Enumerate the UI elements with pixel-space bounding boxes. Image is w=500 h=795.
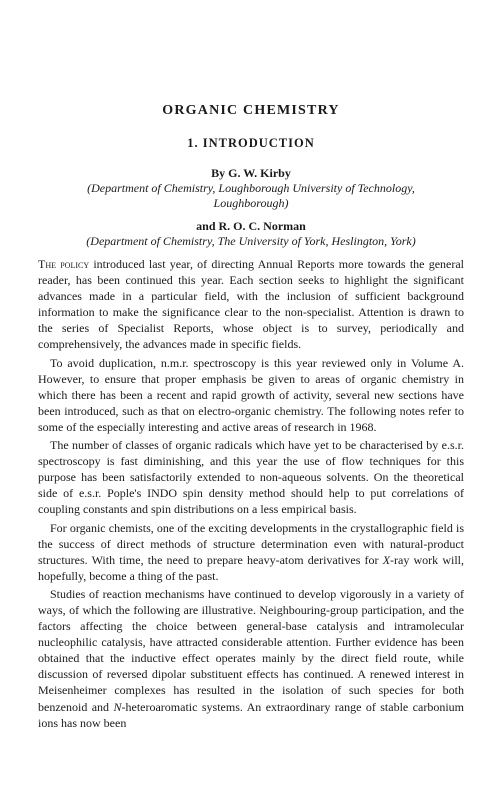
author-1-affiliation-line1: (Department of Chemistry, Loughborough University of Technology, (87, 181, 415, 195)
author-1-name: By G. W. Kirby (211, 166, 291, 180)
paragraph-1 (38, 256, 464, 353)
paragraph-4-text-a: For organic chemists, one of the exciting developments in the crystallographic field is the success of direct methods of structure determination even with natural-product structures. With time, the need to prepare heavy-atom derivatives for (38, 520, 464, 567)
paragraph-4-italic: X (382, 552, 391, 567)
author-1-affiliation-line2: Loughborough) (213, 196, 289, 210)
article-title: ORGANIC CHEMISTRY (162, 103, 340, 118)
section-heading: 1. INTRODUCTION (187, 136, 315, 150)
author-2-affiliation: (Department of Chemistry, The University of York, Heslington, York) (86, 234, 416, 248)
paragraph-1-text: introduced last year, of directing Annual Reports more towards the general reader, has been continued this year. Each section seeks to highlight the significant advances made in a particular field, with the inclusion of sufficient background information to make the significance clear to the non-specialist. Attention is drawn to the series of Specialist Reports, whose object is to survey, periodically and comprehensively, the advances made in specific fields. (38, 257, 465, 352)
paragraph-1-lead: The policy (38, 257, 90, 271)
paragraph-3: The number of classes of organic radicals which have yet to be characterised by e.s.r. spectroscopy is fast diminishing, and this year the use of flow techniques for this purpose has been satisfactorily extended to non-aqueous solvents. On the theoretical side of e.s.r. Pople's INDO spin density method should help to put correlations of coupling constants and spin distributions on a less empirical basis. (38, 438, 464, 517)
paragraph-4-text-b: -ray work will, hopefully, become a thing of the past. (38, 552, 464, 583)
paragraph-2: To avoid duplication, n.m.r. spectroscopy is this year reviewed only in Volume A. However, to ensure that proper emphasis be given to areas of organic chemistry in which there has been a recent and rapid growth of activity, several new sections have been introduced, such as that on electro-organic chemistry. The following notes refer to some of the especially interesting and active areas of research in 1968. (38, 355, 464, 434)
paragraph-5-text-a: Studies of reaction mechanisms have continued to develop vigorously in a variety of ways, of which the following are illustrative. Neighbouring-group participation, and the factors affecting the choice between general-base catalysis and intramolecular nucleophilic catalysis, have attracted considerable attention. Further evidence has been obtained that the inductive effect operates mainly by the direct field route, while discussion of reversed dipolar substituent effects has continued. A renewed interest in Meisenheimer complexes has resulted in the isolation of such species for both benzenoid and (38, 586, 464, 714)
paragraph-5 (38, 586, 464, 731)
paragraph-5-italic: N (113, 699, 122, 714)
paragraph-4 (38, 520, 464, 584)
body-text (38, 256, 464, 733)
author-2-name: and R. O. C. Norman (196, 219, 306, 233)
paragraph-5-text-b: -heteroaromatic systems. An extraordinary range of stable carbonium ions has now been (38, 699, 464, 730)
